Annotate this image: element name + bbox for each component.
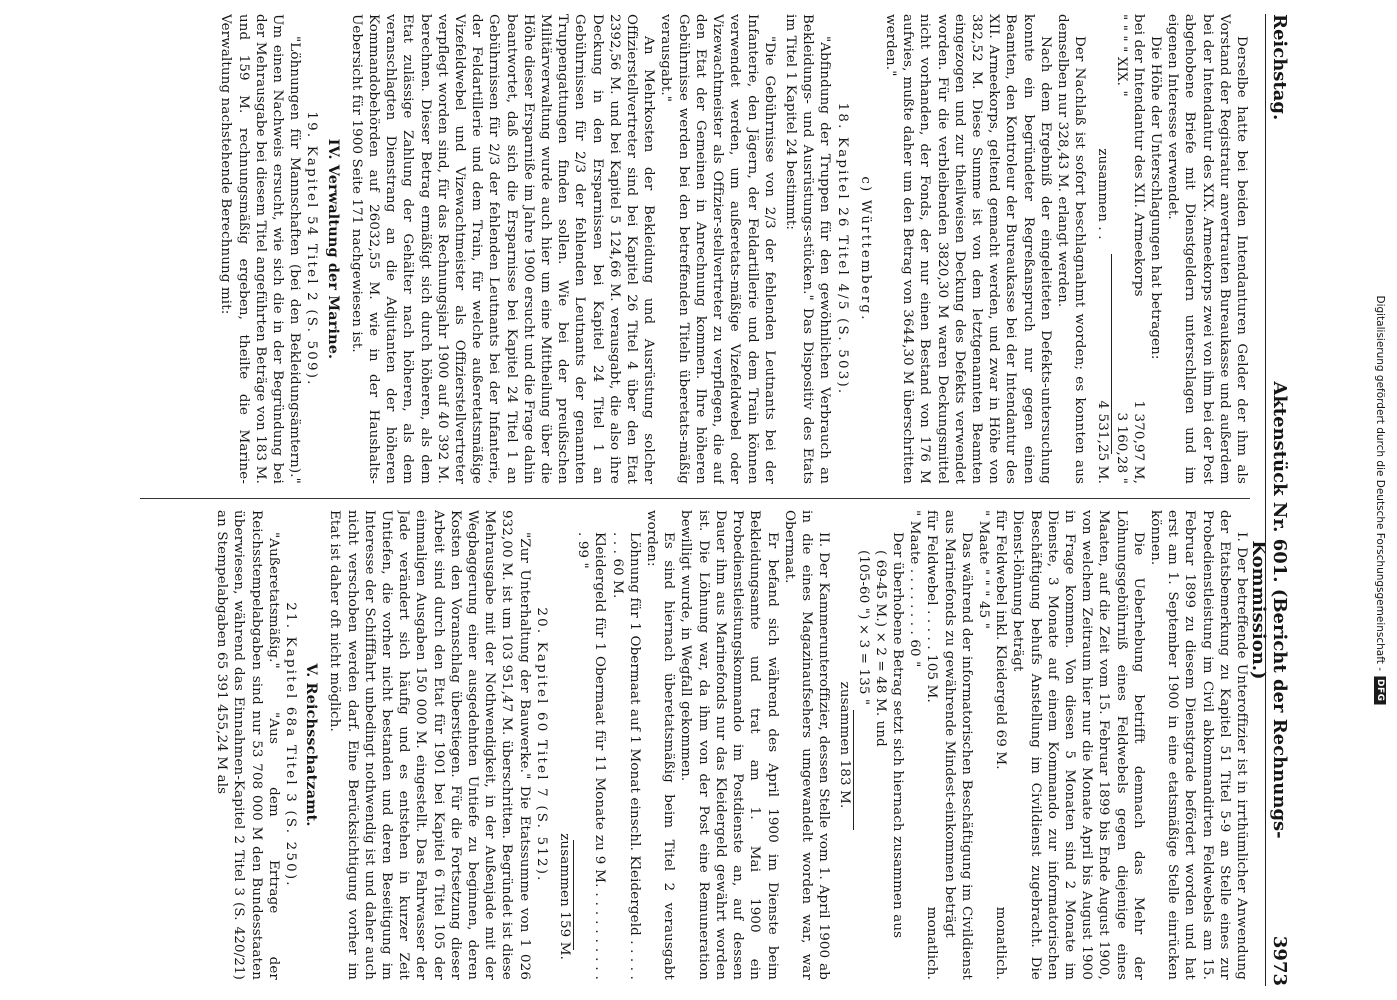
sum-value: 4 531,25 M. bbox=[1095, 400, 1111, 484]
income-label: " Maate . . . . . . . . 60 " bbox=[907, 510, 923, 668]
paragraph: Die Höhe der Unterschlagungen hat betragen: bbox=[1147, 36, 1163, 360]
header-center: Aktenstück Nr. 601. (Bericht der Rechnungs-Kommission.) bbox=[1248, 381, 1290, 839]
paragraph: Es sind hiernach überetatsmäßig beim Titel 2 verausgabt worden: bbox=[644, 510, 677, 980]
calculation-line: (105-60 ") × 3 = 135 " bbox=[855, 550, 871, 706]
amount-value: 1 370,97 M, bbox=[1130, 400, 1146, 484]
rate-label: " Maate " " " 45 " bbox=[975, 510, 991, 630]
scan-credit-text: Digitalisierung gefördert durch die Deutsche Forschungsgemeinschaft - bbox=[1374, 295, 1386, 671]
page-number: 3973 bbox=[1269, 935, 1290, 986]
paragraph: Die Ueberhebung betrifft demnach das Mehr der Löhnungsgebührniß eines Feldwebels gegen diejenige eines Maaten, auf die Zeit vom 15. Februar 1899 bis Ende August 1900, von welchem Zeitraum hier nur die Monate April bis August 1900 in Frage kommen. Von diesen 5 Monaten sind 2 Monate im Dienste, 3 Monate auf einem Kommando zur informatorischen Beschäftigung behufs Anstellung im Civildienst zugebracht. Die Dienst-löhnung beträgt bbox=[1010, 510, 1146, 980]
income-label: für Feldwebel . . . . . 105 M. bbox=[924, 510, 940, 703]
item-heading: 20. Kapitel 60 Titel 7 (S. 512). bbox=[533, 607, 549, 883]
sum-rule bbox=[853, 710, 854, 830]
item-heading: 18. Kapitel 26 Titel 4/5 (S. 503). bbox=[834, 102, 850, 396]
paragraph: II. Der Kammerunteroffizier, dessen Stelle vom 1. April 1900 ab in die eines Magazinaufsehers umgewandelt worden war, war Obermaat. bbox=[781, 510, 832, 980]
income-row bbox=[906, 510, 923, 980]
sum-rule bbox=[573, 840, 574, 950]
paragraph: Nach dem Ergebniß der eingeleiteten Defekts-untersuchung konnte ein begründeter Regreßanspruch nur gegen einen Beamten, den Kontroleur der Bureaukasse bei der Intendantur des XII. Armeekorps, geltend gemacht werden, und zwar in Höhe von 382,52 M. Diese Summe ist von dem letztgenannten Beamten eingezogen und zur theilweisen Deckung des Defekts verwendet worden. Für die verbleibenden 3820,30 M waren Deckungsmittel nicht vorhanden, der Fonds, der nur einen Bestand von 176 M aufwies, mußte daher um den Betrag von 3644,30 M überschritten werden." bbox=[882, 14, 1053, 484]
paragraph: "Zur Unterhaltung der Bauwerke." Die Etatssumme von 1 026 932,00 M. ist um 103 951,47 M. überschritten. Begründet ist diese Mehrausgabe mit der Nothwendigkeit, in der Außenjade mit der Wegbaggerung einer ausgedehnten Untiefe zu beginnen, deren Kosten den Voranschlag überstiegen. Für die Fortsetzung dieser Arbeit sind durch den Etat für 1901 bei Kapitel 6 Titel 105 der einmaligen Ausgaben 150 000 M. eingestellt. Das Fahrwasser der Jade verändert sich häufig und es entstehen in kurzer Zeit Untiefen, die vorher nicht bestanden und deren Beseitigung im Interesse der Schifffahrt unbedingt nothwendig ist und daher auch nicht verschoben werden darf. Eine Berücksichtigung vorher im Etat ist daher oft nicht möglich. bbox=[327, 510, 532, 980]
paragraph: Derselbe hatte bei beiden Intendanturen Gelder der ihm als Vorstand der Registratur anvertrauten Bureaukasse und außerdem bei der Intendantur des XIX. Armeekorps zwei von ihm bei der Post abgehobene Briefe mit Dienstgeldern unterschlagen und im eigenen Interesse verwendet. bbox=[1165, 14, 1249, 484]
sum-row bbox=[1094, 14, 1111, 484]
left-column bbox=[120, 14, 1250, 484]
section-heading: c) Württemberg. bbox=[857, 176, 873, 322]
section-heading: IV. Verwaltung der Marine. bbox=[324, 138, 342, 360]
item-heading: 19. Kapitel 54 Titel 2 (S. 509). bbox=[304, 111, 320, 387]
sum-label: zusammen . . bbox=[1095, 148, 1111, 240]
amount-label: bei der Intendantur des XII. Armeekorps bbox=[1130, 14, 1146, 297]
paragraph: "Außeretatsmäßig." "Aus dem Ertrage der Reichsstempelabgaben sind nur 53 708 000 M den Bundesstaaten überwiesen, während das Einnahmen-Kapitel 2 Titel 3 (S. 420/21) an Stempelabgaben 65 391 455,24 M als bbox=[214, 510, 281, 980]
income-unit: monatlich. bbox=[924, 906, 940, 980]
payment-line: Kleidergeld für 1 Obermaat für 11 Monate zu 9 M. . . . . . . . . . . . 99 " bbox=[575, 532, 608, 980]
payment-line: Löhnung für 1 Obermaat auf 1 Monat einschl. Kleidergeld . . . . . . . . 60 M. bbox=[609, 532, 642, 980]
calculation-sum: zusammen 183 M. bbox=[837, 681, 853, 809]
payment-sum: zusammen 159 M. bbox=[557, 833, 573, 960]
paragraph: Der überhobene Betrag setzt sich hiernach zusammen aus bbox=[889, 532, 905, 939]
amount-value: 3 160,28 " bbox=[1113, 412, 1129, 484]
amount-label: " " " " XIX. " bbox=[1113, 14, 1129, 97]
paragraph: Das während der informatorischen Beschäftigung im Civildienst aus Marinefonds zu gewährende Mindest-einkommen beträgt bbox=[941, 510, 974, 980]
paragraph: An Mehrkosten der Bekleidung und Ausrüstung solcher Offizierstellvertreter sind bei Kapitel 26 Titel 4 über den Etat 2392,56 M. und bei Kapitel 5 124,66 M. verausgabt, die also ihre Deckung in den Ersparnissen bei Kapitel 24 Titel 1 an Gebührnissen für 2/3 der fehlenden Leutnants der genannten Truppengattungen finden sollen. Wie bei der preußischen Militärverwaltung wurde auch hier um eine Mittheilung über die Höhe dieser Ersparniße im Jahre 1900 ersucht und die Frage dahin beantwortet, daß sich die Ersparnisse bei Kapitel 24 Titel 1 an Gebührnissen für 2/3 der fehlenden Leutnants bei der Infanterie, der Feldartillerie und dem Train, für welche außeretatsmäßige Vizefeldwebel und Vizewachtmeister als Offizierstellvertreter verpflegt worden sind, für das Rechnungsjahr 1900 auf 40 392 M. berechnen. Dieser Betrag ermäßigt sich durch höheren, als dem Etat zulässige Zahlung der Gehälter nach höheren, als dem veranschlagten Dienstrang an die Adjutanten der höheren Kommandobehörden auf 26032,55 M. wie in der Haushalts-Uebersicht für 1900 Seite 171 nachgewiesen ist. bbox=[348, 14, 657, 484]
paragraph: "Abfindung der Truppen für den gewöhnlichen Verbrauch an Bekleidungs- und Ausrüstungs-stücken." Das Dispositiv des Etats im Titel 1 Kapitel 24 bestimmt: bbox=[782, 14, 833, 484]
dfg-logo: DFG bbox=[1374, 676, 1386, 705]
rate-row bbox=[975, 510, 992, 980]
rate-unit: monatlich. bbox=[993, 906, 1009, 980]
paragraph: "Löhnungen für Mannschaften (bei den Bekleidungsämtern)." Um einen Nachweis ersucht, wie sich die in der Begründung bei der Mehrausgabe bei diesem Titel angeführten Beträge von 183 M. und 159 M. rechnungsmäßig ergeben, theilte die Marine-Verwaltung nachstehende Berechnung mit: bbox=[218, 14, 303, 484]
scan-credit bbox=[1374, 295, 1386, 704]
rate-label: für Feldwebel inkl. Kleidergeld 69 M. bbox=[993, 510, 1009, 770]
calculation-line: ( 69-45 M.) × 2 = 48 M. und bbox=[872, 550, 888, 747]
item-heading: 21. Kapitel 68a Titel 3 (S. 250). bbox=[283, 602, 299, 888]
amount-row bbox=[1112, 14, 1129, 484]
paragraph: Er befand sich während des April 1900 im Dienste beim Bekleidungsamte und trat am 1. Mai 1900 ein Probedienstleistungskommando im Postdienste an, auf dessen Dauer ihm aus Marinefonds nur das Kleidergeld gewährt worden ist. Die Löhnung war, da ihm von der Post eine Remuneration bewilligt wurde, in Wegfall gekommen. bbox=[678, 510, 780, 980]
amount-row bbox=[1130, 14, 1147, 484]
income-row bbox=[923, 510, 940, 980]
paragraph: Der Nachlaß ist sofort beschlagnahmt worden; es konnten aus demselben nur 328,43 M. erlangt werden. bbox=[1054, 14, 1088, 484]
quotation: "Die Gebührnisse von 2/3 der fehlenden Leutnants bei der Infanterie, den Jägern, der Feldartillerie und dem Train können verwendet werden, um außeretats-mäßige Vizefeldwebel oder Vizewachtmeister als Offizier-stellvertreter zu verpflegen, die auf den Etat der Gemeinen in Anrechnung kommen. Ihre höheren Gebührnisse werden bei den betreffenden Titeln überetats-mäßig verausgabt." bbox=[658, 14, 777, 484]
section-heading: V. Reichsschatzamt. bbox=[303, 663, 321, 827]
header-left: Reichstag. bbox=[1269, 14, 1290, 121]
right-column bbox=[120, 510, 1250, 980]
column-divider bbox=[140, 498, 1250, 499]
paragraph: I. Der betreffende Unteroffizier ist in irrthümlicher Anwendung der Etatsbemerkung zu Kapitel 51 Titel 5-9 an Stelle eines zur Probedienstleistung im Civil abkommandirten Feldwebels am 15. Februar 1899 zu diesem Dienstgrade befördert worden und hat erst am 1. September 1900 in eine etatsmäßige Stelle einrücken können. bbox=[1147, 510, 1249, 980]
rate-row bbox=[992, 510, 1009, 980]
header-rule bbox=[1265, 14, 1266, 986]
page-header bbox=[1248, 14, 1290, 986]
